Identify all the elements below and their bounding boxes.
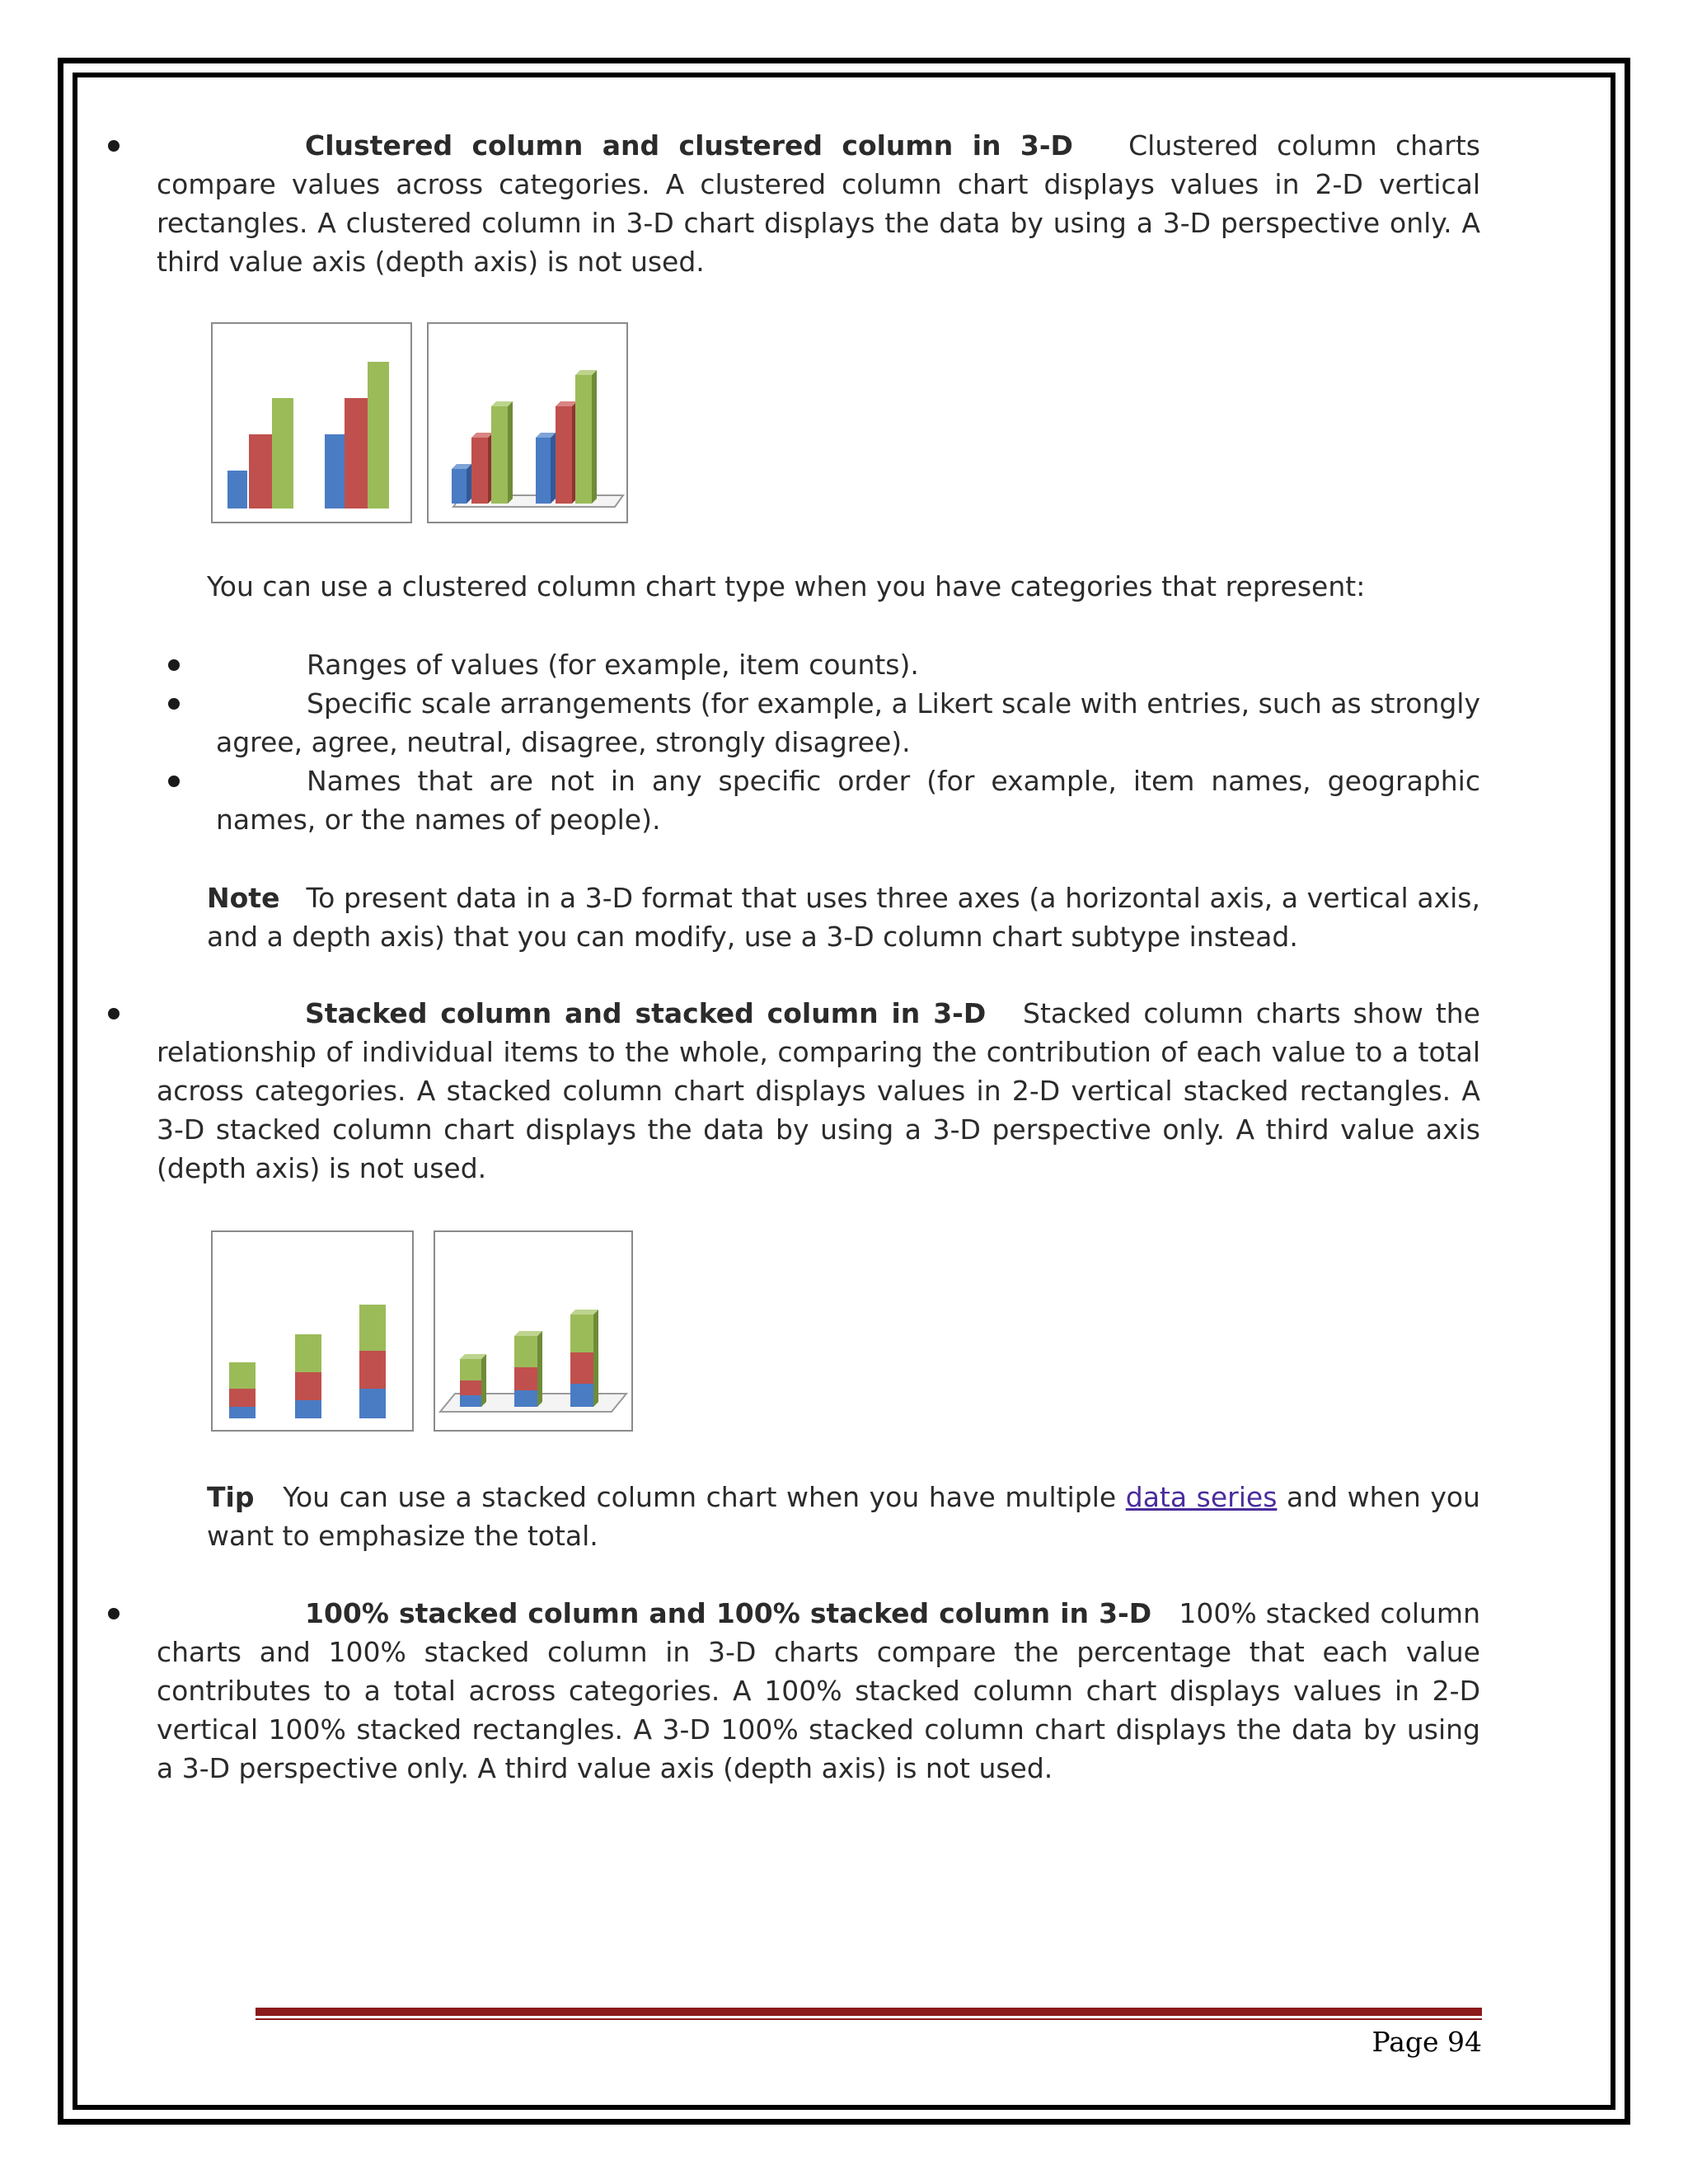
segment-green (229, 1362, 256, 1389)
stack-bar (229, 1362, 256, 1418)
stacked-column-3d-thumbnail (434, 1230, 633, 1432)
bar-blue (536, 433, 556, 504)
footer-rule-thin (256, 2018, 1482, 2020)
tip-label: Tip (207, 1481, 255, 1513)
section-lead-text: Clustered column charts compare (157, 129, 1480, 200)
stack-bar (460, 1354, 486, 1407)
tip-text-end: and when you want to emphasize the total. (207, 1481, 1480, 1552)
segment-blue (295, 1400, 321, 1418)
bar-green (491, 401, 513, 504)
bullet (168, 776, 180, 787)
segment-blue (229, 1407, 256, 1418)
sub-item-text: Specific scale arrangements (for example, a Likert scale with entries, such as strongly agree, agree, neutral, disagree, strongly disagree). (216, 687, 1480, 758)
segment-red (229, 1389, 256, 1407)
stack-bar (570, 1310, 598, 1407)
data-series-link[interactable]: data series (1125, 1481, 1278, 1513)
clustered-column-3d-chart (429, 324, 626, 522)
sub-item-text: Ranges of values (for example, item counts). (307, 649, 919, 681)
section-body: and 100% stacked column in 3-D charts compare the percentage that each value contributes to a total across categories. A 100% stacked column chart displays values in 2-D vertical 100% stacked rectangles. A 3-D 100% stacked column chart displays the data by using a 3-D perspective only. A third value axis (depth axis) is not used. (157, 1636, 1480, 1784)
segment-blue (359, 1389, 386, 1418)
tip-text: You can use a stacked column chart when you have multiple (283, 1481, 1117, 1513)
stack-bar (295, 1334, 321, 1418)
sub-item (216, 645, 1480, 684)
bar-green (368, 362, 389, 509)
bar-green (575, 370, 597, 504)
bar-red (249, 434, 272, 509)
segment-red (295, 1372, 321, 1400)
stack-bar (359, 1305, 386, 1418)
section-clustered-paragraph (157, 126, 1480, 281)
section-100-stacked-paragraph (157, 1594, 1480, 1788)
stacked-column-2d-chart (213, 1232, 412, 1430)
bullet (108, 140, 120, 152)
section-body: relationship of individual items to the whole, comparing the contribution of each value to a total across categories. A stacked column chart displays values in 2-D vertical stacked rectangles. A 3-D stacked column chart displays the data by using a 3-D perspective only. A third value axis (depth axis) is not used. (157, 1036, 1480, 1184)
section-heading: 100% stacked column and 100% stacked column in 3-D (305, 1597, 1152, 1629)
bar-red (345, 398, 368, 509)
segment-red (359, 1351, 386, 1389)
section-lead-text: 100% stacked column charts (157, 1597, 1480, 1668)
note-paragraph (207, 879, 1480, 956)
segment-green (295, 1334, 321, 1372)
section-stacked-paragraph (157, 994, 1480, 1188)
stacked-column-2d-thumbnail (211, 1230, 414, 1432)
intro-text: You can use a clustered column chart type when you have categories that represent: (207, 570, 1366, 602)
section-lead-text: Stacked column charts show the (1023, 997, 1480, 1029)
bullet (168, 698, 180, 710)
section-heading: Stacked column and stacked column in 3-D (305, 997, 987, 1029)
bar-green (272, 398, 293, 509)
stack-bar (514, 1331, 542, 1407)
sub-item (216, 762, 1480, 839)
page-number: Page 94 (1372, 2026, 1482, 2058)
clustered-column-3d-thumbnail (427, 322, 628, 523)
sub-item-text: Names that are not in any specific order (for example, item names, geographic names, or the names of people). (216, 765, 1480, 836)
clustered-column-2d-thumbnail (211, 322, 412, 523)
bar-blue (227, 471, 247, 509)
section-body: values across categories. A clustered column chart displays values in 2-D vertical rectangles. A clustered column in 3-D chart displays the data by using a 3-D perspective only. A third value axis (depth axis) is not used. (157, 168, 1480, 278)
bullet (168, 659, 180, 671)
tip-paragraph (207, 1478, 1480, 1555)
segment-green (359, 1305, 386, 1351)
note-label: Note (207, 882, 280, 914)
footer-rule (256, 2008, 1482, 2016)
bullet (108, 1608, 120, 1619)
clustered-column-2d-chart (213, 324, 410, 522)
note-text: To present data in a 3-D format that uses three axes (a horizontal axis, a vertical axis, and a depth axis) that you can modify, use a 3-D column chart subtype instead. (207, 882, 1480, 953)
bullet (108, 1008, 120, 1019)
bar-red (471, 433, 493, 504)
bar-blue (452, 464, 471, 504)
stacked-column-3d-chart (435, 1232, 631, 1430)
section-heading: Clustered column and clustered column in 3-D (305, 129, 1073, 162)
bar-blue (325, 434, 345, 509)
sub-item (216, 684, 1480, 762)
bar-red (556, 401, 577, 504)
